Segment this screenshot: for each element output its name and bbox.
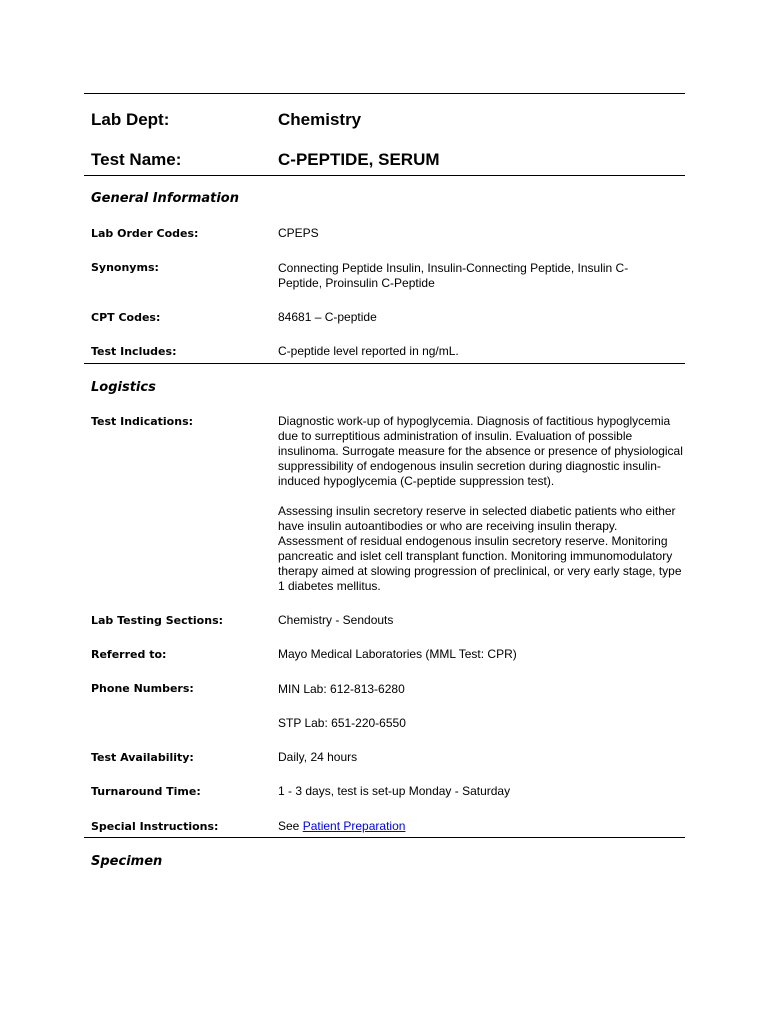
test-availability-label: Test Availability: [91, 751, 194, 764]
lab-order-codes-label: Lab Order Codes: [91, 227, 199, 240]
phone-min-lab: MIN Lab: 612-813-6280 [278, 682, 405, 696]
test-indications-paragraph-2: Assessing insulin secretory reserve in selected diabetic patients who either have insulin autoantibodies or who are receiving insulin therapy. Assessment of residual endogenous insulin secretory reserve. Monitoring pancreatic and islet cell transplant function. Monitoring immunomodulatory therapy aimed at slowing progression of preclinical, or very early stage, type 1 diabetes mellitus. [278, 504, 682, 593]
referred-to-label: Referred to: [91, 648, 167, 661]
specimen-section-divider [84, 837, 685, 838]
test-includes-label: Test Includes: [91, 345, 177, 358]
header-top-divider [84, 93, 685, 94]
synonyms-value: Connecting Peptide Insulin, Insulin-Connecting Peptide, Insulin C-Peptide, Proinsulin C-Peptide [278, 261, 629, 290]
test-indications-label: Test Indications: [91, 415, 194, 428]
special-instructions-label: Special Instructions: [91, 820, 219, 833]
synonyms-label: Synonyms: [91, 261, 159, 274]
special-instructions-prefix: See [278, 819, 303, 833]
test-name-label: Test Name: [91, 150, 182, 169]
lab-testing-sections-label: Lab Testing Sections: [91, 614, 224, 627]
test-name-value: C-PEPTIDE, SERUM [278, 150, 440, 169]
lab-testing-sections-value: Chemistry - Sendouts [278, 613, 394, 627]
special-instructions-value [278, 819, 683, 834]
general-section-divider [84, 175, 685, 176]
specimen-heading: Specimen [91, 854, 163, 869]
turnaround-time-label: Turnaround Time: [91, 785, 201, 798]
logistics-section-divider [84, 363, 685, 364]
turnaround-time-value: 1 - 3 days, test is set-up Monday - Saturday [278, 784, 511, 798]
cpt-codes-label: CPT Codes: [91, 311, 161, 324]
lab-dept-value: Chemistry [278, 110, 362, 129]
test-availability-value: Daily, 24 hours [278, 750, 358, 764]
test-includes-value: C-peptide level reported in ng/mL. [278, 344, 459, 358]
test-indications-paragraph-1: Diagnostic work-up of hypoglycemia. Diagnosis of factitious hypoglycemia due to surreptitious administration of insulin. Evaluation of possible insulinoma. Surrogate measure for the absence or presence of physiological suppressibility of endogenous insulin secretion during diagnostic insulin-induced hypoglycemia (C-peptide suppression test). [278, 414, 683, 488]
logistics-heading: Logistics [91, 380, 156, 395]
referred-to-value: Mayo Medical Laboratories (MML Test: CPR) [278, 647, 517, 661]
phone-stp-lab: STP Lab: 651-220-6550 [278, 716, 406, 730]
patient-preparation-link[interactable]: Patient Preparation [302, 819, 406, 833]
lab-order-codes-value: CPEPS [278, 226, 319, 240]
cpt-codes-value: 84681 – C-peptide [278, 310, 377, 324]
general-information-heading: General Information [91, 191, 239, 206]
phone-numbers-label: Phone Numbers: [91, 682, 194, 695]
lab-dept-label: Lab Dept: [91, 110, 170, 129]
